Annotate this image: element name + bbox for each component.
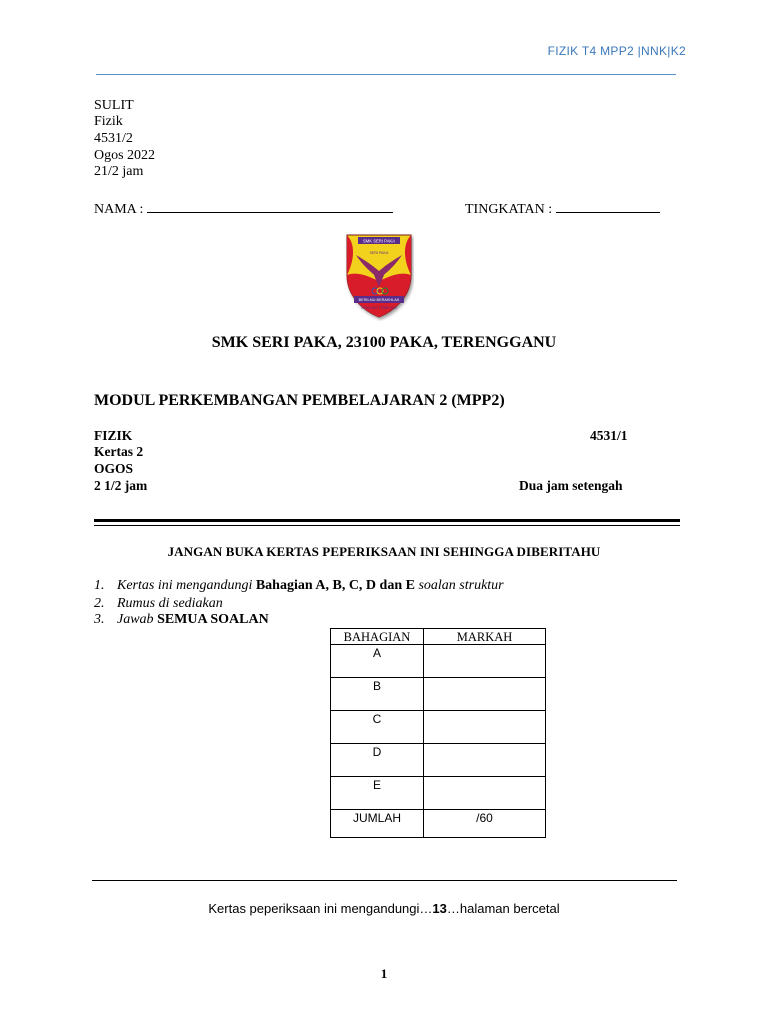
instruction-text: Rumus di sediakan [117,596,223,611]
paper-month: OGOS [94,461,134,476]
page-count-note [0,901,768,916]
paper-duration-words: Dua jam setengah [519,478,623,493]
table-row [331,645,546,678]
meta-date: Ogos 2022 [94,148,156,163]
marks-table [330,628,546,838]
tingkatan-label: TINGKATAN : [465,202,553,217]
instruction-bold: SEMUA SOALAN [157,612,269,627]
section-cell: A [331,645,424,678]
nama-label: NAMA : [94,202,144,217]
section-cell: E [331,777,424,810]
instruction-text: soalan struktur [414,578,504,593]
page-count-value: 13 [432,901,447,916]
column-header-markah: MARKAH [424,629,546,645]
school-crest-logo [344,231,414,321]
school-name-heading: SMK SERI PAKA, 23100 PAKA, TERENGGANU [211,334,557,351]
instruction-number: 2. [94,596,105,611]
table-row [331,777,546,810]
paper-kertas: Kertas 2 [94,444,144,459]
instruction-2 [94,596,223,612]
section-cell: B [331,678,424,711]
instruction-bold: Bahagian A, B, C, D dan E [255,578,415,593]
running-header: FIZIK T4 MPP2 |NNK|K2 [547,44,686,58]
nama-field [94,200,393,218]
mark-cell[interactable] [424,645,546,678]
instruction-number: 3. [94,612,105,627]
exam-warning: JANGAN BUKA KERTAS PEPERIKSAAN INI SEHINGGA DIBERITAHU [167,544,601,559]
crest-motto-text: GEMILANG TERBILANG [361,306,397,310]
section-cell: D [331,744,424,777]
module-title: MODUL PERKEMBANGAN PEMBELAJARAN 2 (MPP2) [94,392,505,409]
mark-cell[interactable] [424,777,546,810]
mark-cell[interactable] [424,744,546,777]
table-row [331,678,546,711]
tingkatan-blank-line[interactable] [556,200,660,213]
mark-cell[interactable] [424,678,546,711]
meta-duration: 21/2 jam [94,164,144,179]
meta-sulit: SULIT [94,98,134,113]
total-mark-cell[interactable]: /60 [424,810,546,838]
table-row [331,711,546,744]
nama-blank-line[interactable] [147,200,393,213]
paper-code: 4531/1 [590,428,628,443]
tingkatan-field [465,200,660,218]
instruction-number: 1. [94,578,105,593]
paper-duration: 2 1/2 jam [94,478,148,493]
page-number: 1 [380,966,388,981]
instruction-text: Jawab [117,612,158,627]
table-header-row [331,629,546,645]
double-rule-thick [94,519,680,522]
section-cell: C [331,711,424,744]
column-header-bahagian: BAHAGIAN [331,629,424,645]
paper-subject: FIZIK [94,428,133,443]
page-count-suffix: …halaman bercetal [446,901,560,916]
double-rule-thin [94,525,680,526]
instruction-1 [94,578,504,594]
meta-subject: Fizik [94,114,123,129]
crest-inner-text: SERI PAKA [369,251,389,255]
page-count-prefix: Kertas peperiksaan ini mengandungi… [208,901,433,916]
instruction-3 [94,612,269,628]
crest-bottom-banner-text: BERILMU BERAKHLAK [358,298,400,303]
meta-code: 4531/2 [94,131,133,146]
crest-top-banner-text: SMK SERI PAKA [362,238,396,244]
header-divider [96,74,676,75]
instruction-text: Kertas ini mengandungi [117,578,256,593]
mark-cell[interactable] [424,711,546,744]
total-label-cell: JUMLAH [331,810,424,838]
table-row-total [331,810,546,838]
bottom-divider [92,880,677,881]
table-row [331,744,546,777]
